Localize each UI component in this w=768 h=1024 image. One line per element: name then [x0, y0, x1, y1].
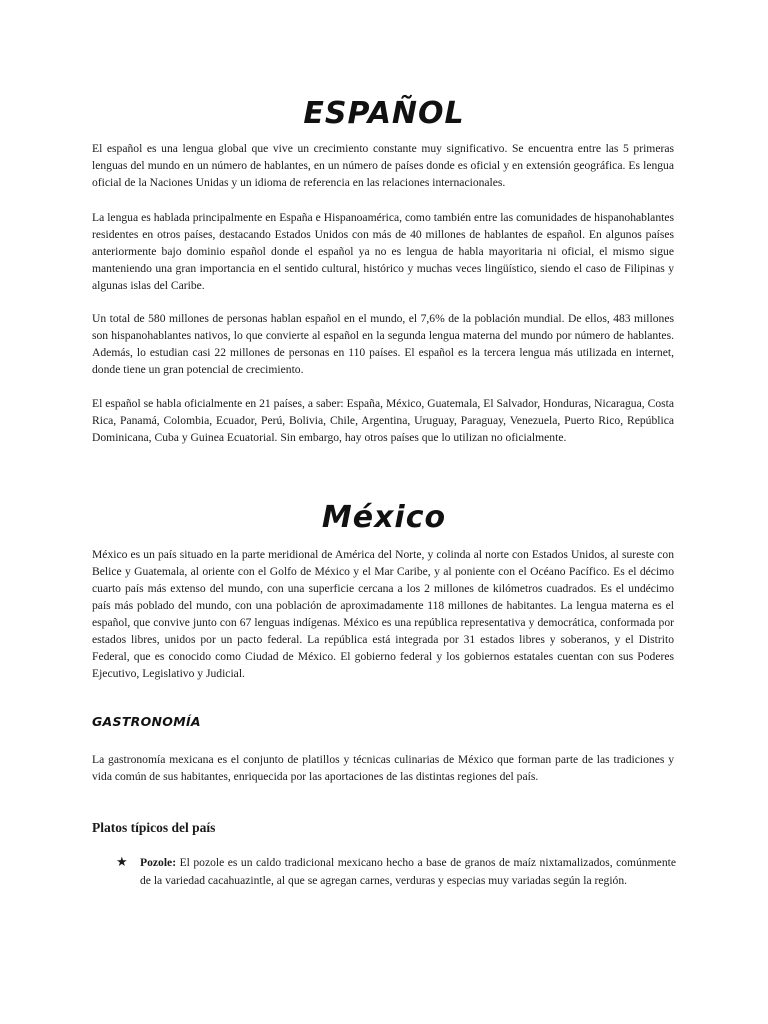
section-title-mexico: México [321, 500, 447, 535]
star-bullet-icon: ★ [116, 854, 128, 869]
paragraph-speaker-stats: Un total de 580 millones de personas hablan español en el mundo, el 7,6% de la población mundial. De ellos, 483 millones son hispanohablantes nativos, lo que convierte al español en la segunda lengua materna del mundo por número de hablantes. Además, lo estudian casi 22 millones de personas en 110 países. El español es la tercera lengua más utilizada en internet, donde tiene un gran potencial de crecimiento. [92, 312, 674, 376]
dish-name: Pozole: [140, 856, 177, 869]
paragraph-global-language: El español es una lengua global que vive un crecimiento constante muy significativo. Se encuentra entre las 5 primeras lenguas del mundo en un número de hablantes, en un número de países donde es oficial y en extensión geográfica. Es lengua oficial de la Naciones Unidas y un idioma de referencia en las relaciones internacionales. [92, 142, 674, 189]
paragraph-official-countries: El español se habla oficialmente en 21 países, a saber: España, México, Guatemala, El Salvador, Honduras, Nicaragua, Costa Rica, Panamá, Colombia, Ecuador, Perú, Bolivia, Chile, Argentina, Uruguay, Paraguay, Venezuela, Puerto Rico, República Dominicana, Cuba y Guinea Ecuatorial. Sin embargo, hay otros países que lo utilizan no oficialmente. [92, 397, 674, 444]
subheading-gastronomia: GASTRONOMÍA [92, 714, 201, 729]
dish-text [140, 854, 676, 890]
paragraph-gastronomy: La gastronomía mexicana es el conjunto de platillos y técnicas culinarias de México que forman parte de las tradiciones y vida común de sus habitantes, enriquecida por las aportaciones de las distintas regiones del país. [92, 753, 674, 783]
paragraph-mexico-overview: México es un país situado en la parte meridional de América del Norte, y colinda al norte con Estados Unidos, al sureste con Belice y Guatemala, al oriente con el Golfo de México y el Mar Caribe, y al poniente con el Océano Pacífico. Es el décimo cuarto país más extenso del mundo, con una superficie cercana a los 2 millones de kilómetros cuadrados. Es el undécimo país más poblado del mundo, con una población de aproximadamente 118 millones de habitantes. La lengua materna es el español, que convive junto con 67 lenguas indígenas. México es una república representativa y democrática, conformada por estados libres, unidos por un pacto federal. La república está integrada por 31 estados libres y soberanos, y el Distrito Federal, que es conocido como Ciudad de México. El gobierno federal y los gobiernos estatales cuentan con sus Poderes Ejecutivo, Legislativo y Judicial. [92, 548, 674, 680]
dish-description: El pozole es un caldo tradicional mexicano hecho a base de granos de maíz nixtamalizados, comúnmente de la variedad cacahuazintle, al que se agregan carnes, verduras y especias muy variadas según la región. [140, 856, 676, 887]
list-item-pozole [116, 854, 676, 890]
dishes-heading: Platos típicos del país [92, 820, 216, 835]
paragraph-where-spoken: La lengua es hablada principalmente en España e Hispanoamérica, como también entre las comunidades de hispanohablantes residentes en otros países, destacando Estados Unidos con más de 40 millones de hablantes de español. En algunos países anteriormente bajo dominio español donde el español ya no es lengua de habla mayoritaria ni oficial, el mismo sigue manteniendo una gran importancia en el sentido cultural, histórico y muchas veces lingüístico, siendo el caso de Filipinas y algunas islas del Caribe. [92, 211, 674, 292]
section-title-espanol: ESPAÑOL [303, 96, 465, 131]
